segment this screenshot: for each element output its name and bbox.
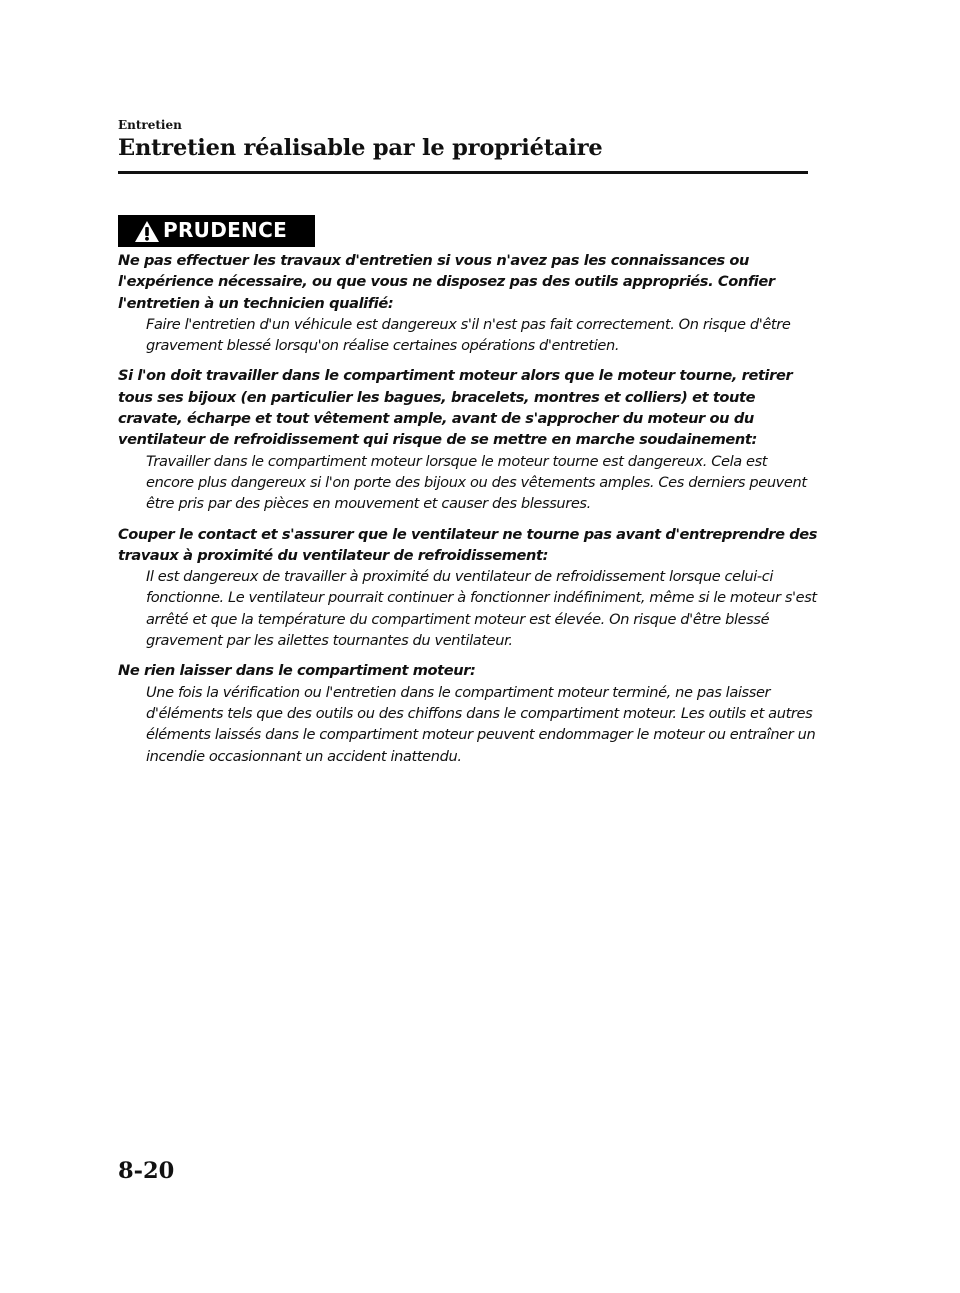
warning-heading: Couper le contact et s'assurer que le ventilateur ne tourne pas avant d'entreprendre des travaux à proximité du ventilateur de refroidissement: — [118, 525, 818, 564]
warning-triangle-icon — [134, 220, 160, 243]
warning-body: Une fois la vérification ou l'entretien dans le compartiment moteur terminé, ne pas laisser d'éléments tels que des outils ou des chiffons dans le compartiment moteur. Les outils et autres éléments laissés dans le compartiment moteur peuvent endommager le moteur ou entraîner un incendie occasionnant un accident inattendu. — [146, 683, 816, 765]
caution-badge — [118, 215, 315, 247]
warning-item — [118, 250, 818, 356]
warning-item — [118, 365, 818, 514]
warning-list — [118, 250, 818, 776]
section-label: Entretien — [118, 118, 182, 132]
caution-label: PRUDENCE — [163, 218, 288, 242]
warning-item — [118, 660, 818, 766]
warning-heading: Ne rien laisser dans le compartiment moteur: — [118, 662, 476, 680]
warning-body: Faire l'entretien d'un véhicule est dangereux s'il n'est pas fait correctement. On risque d'être gravement blessé lorsqu'on réalise certaines opérations d'entretien. — [146, 315, 791, 355]
warning-body: Il est dangereux de travailler à proximité du ventilateur de refroidissement lorsque celui-ci fonctionne. Le ventilateur pourrait continuer à fonctionner indéfiniment, même si le moteur s'est arrêté et que la température du compartiment moteur est élevée. On risque d'être blessé gravement par les ailettes tournantes du ventilateur. — [146, 568, 817, 650]
warning-heading: Si l'on doit travailler dans le compartiment moteur alors que le moteur tourne, retirer tous ses bijoux (en particulier les bagues, bracelets, montres et colliers) et toute cravate, écharpe et tout vêtement ample, avant de s'approcher du moteur ou du ventilateur de refroidissement qui risque de se mettre en marche soudainement: — [118, 367, 793, 449]
warning-heading: Ne pas effectuer les travaux d'entretien si vous n'avez pas les connaissances ou l'expérience nécessaire, ou que vous ne disposez pas des outils appropriés. Confier l'entretien à un technicien qualifié: — [118, 252, 775, 312]
warning-body: Travailler dans le compartiment moteur lorsque le moteur tourne est dangereux. Cela est encore plus dangereux si l'on porte des bijoux ou des vêtements amples. Ces derniers peuvent être pris par des pièces en mouvement et causer des blessures. — [146, 452, 807, 513]
page-number: 8-20 — [118, 1158, 175, 1184]
title-divider — [118, 171, 808, 174]
page-title: Entretien réalisable par le propriétaire — [118, 135, 603, 161]
warning-item — [118, 524, 818, 652]
